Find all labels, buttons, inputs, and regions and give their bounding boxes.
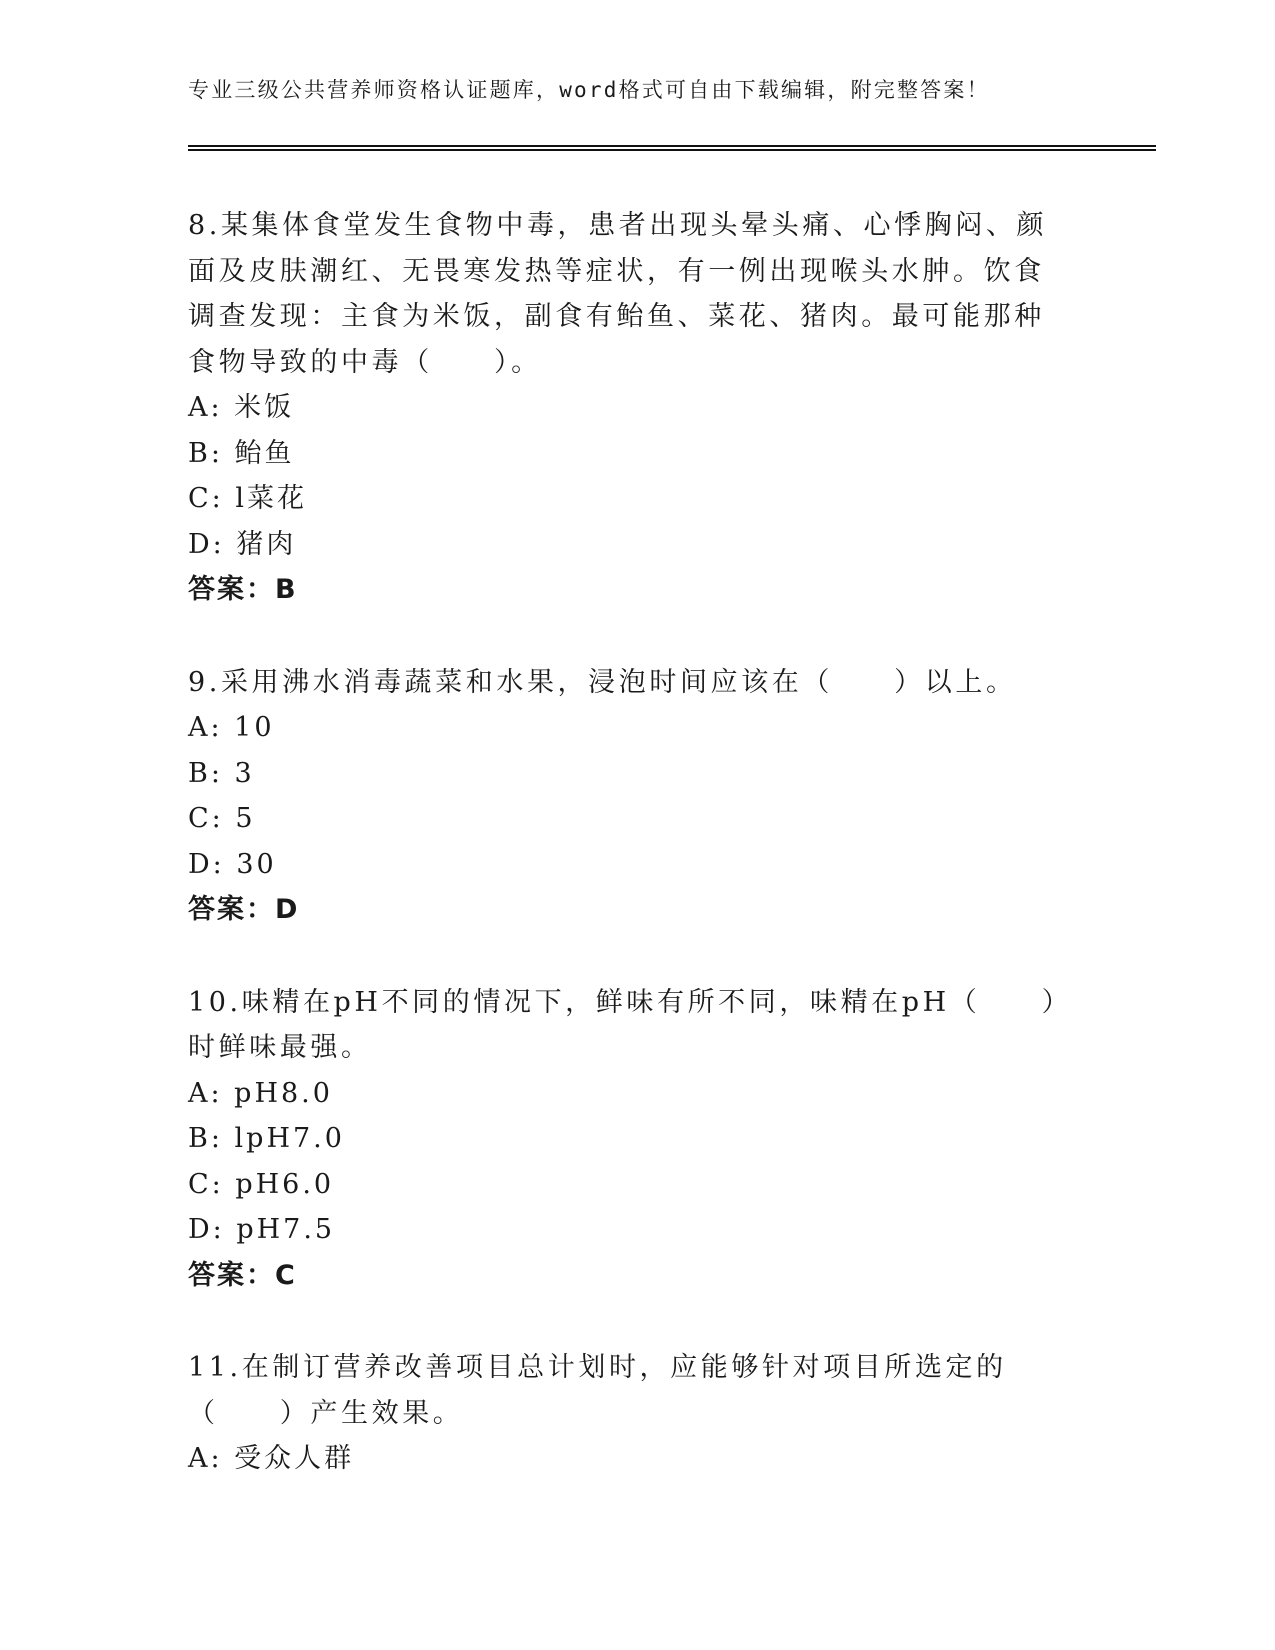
question-11 <box>188 1345 1068 1482</box>
option-c: C: l菜花 <box>188 483 307 514</box>
option-a: A: 10 <box>188 712 275 743</box>
answer: 答案：B <box>188 574 298 605</box>
option-b: B: lpH7.0 <box>188 1123 345 1154</box>
answer: 答案：D <box>188 894 300 925</box>
answer: 答案：C <box>188 1259 297 1291</box>
page-header: 专业三级公共营养师资格认证题库，word格式可自由下载编辑，附完整答案！ <box>188 78 990 102</box>
header-divider <box>188 145 1156 151</box>
option-a: A: 受众人群 <box>188 1443 355 1474</box>
question-8 <box>188 203 1068 613</box>
question-9 <box>188 660 1068 933</box>
option-a: A: 米饭 <box>188 392 295 423</box>
option-c: C: 5 <box>188 803 256 834</box>
question-stem: 8.某集体食堂发生食物中毒，患者出现头晕头痛、心悸胸闷、颜面及皮肤潮红、无畏寒发热等症状，有一例出现喉头水肿。饮食调查发现：主食为米饭，副食有鲐鱼、菜花、猪肉。最可能那种食物导致的中毒（ ）。 <box>188 210 1048 378</box>
option-c: C: pH6.0 <box>188 1168 335 1200</box>
question-list <box>188 203 1068 1529</box>
option-d: D: pH7.5 <box>188 1214 336 1245</box>
question-stem: 9.采用沸水消毒蔬菜和水果，浸泡时间应该在（ ）以上。 <box>188 666 1017 698</box>
option-b: B: 鲐鱼 <box>188 437 295 469</box>
question-stem: 11.在制订营养改善项目总计划时，应能够针对项目所选定的（ ）产生效果。 <box>188 1352 1007 1429</box>
question-stem: 10.味精在pH不同的情况下，鲜味有所不同，味精在pH（ ）时鲜味最强。 <box>188 986 1059 1063</box>
question-10 <box>188 980 1068 1299</box>
option-a: A: pH8.0 <box>188 1077 333 1109</box>
option-d: D: 30 <box>188 848 277 880</box>
option-d: D: 猪肉 <box>188 528 297 560</box>
option-b: B: 3 <box>188 757 255 789</box>
